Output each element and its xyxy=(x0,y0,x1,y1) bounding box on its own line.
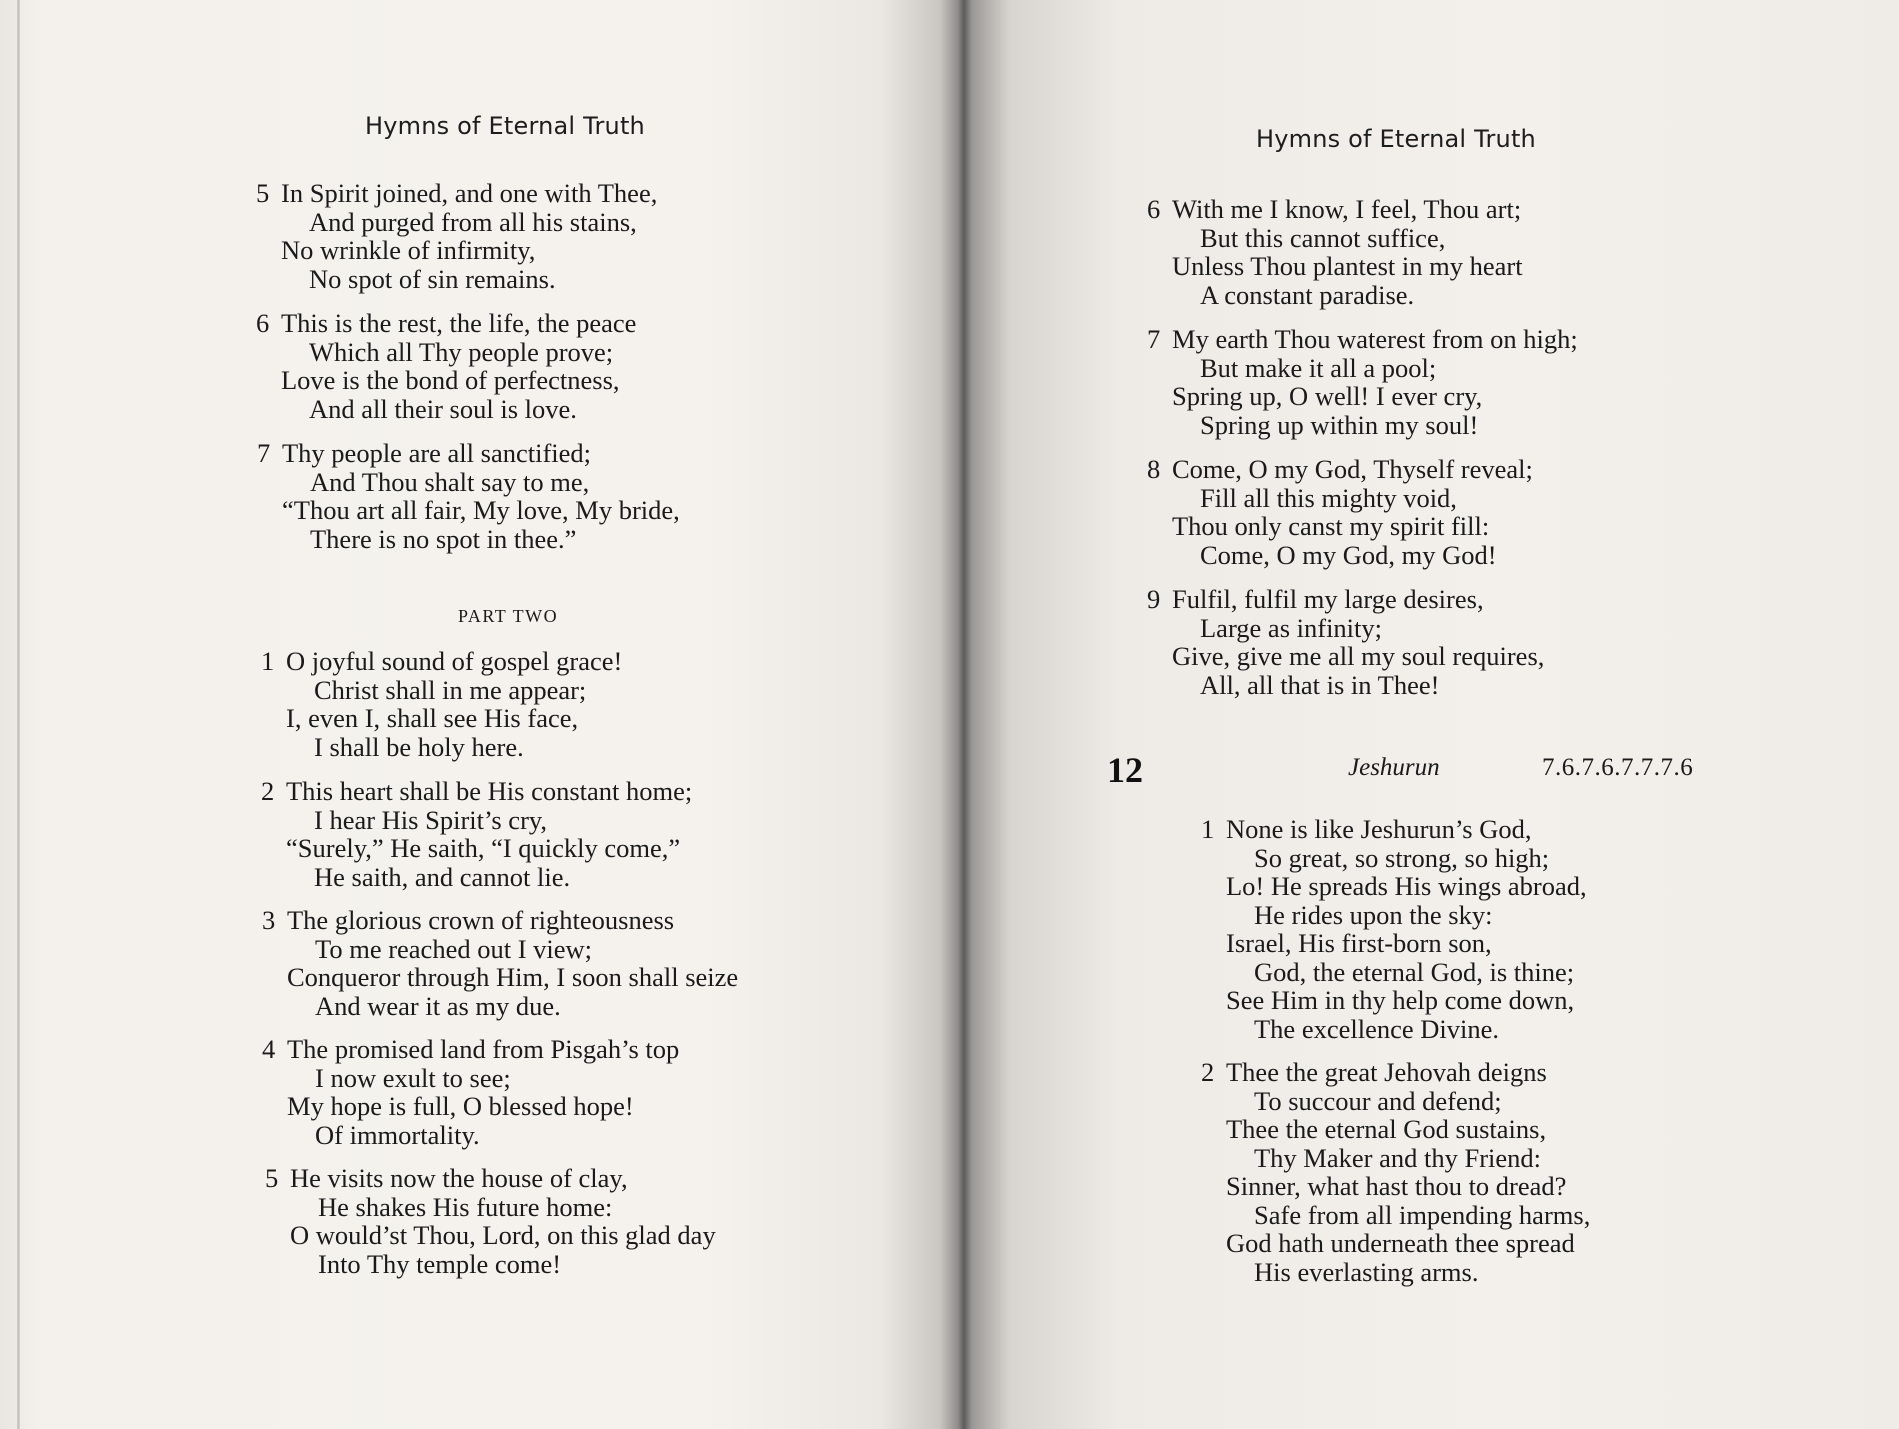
verse xyxy=(1201,1058,1590,1286)
verse-line: Sinner, what hast thou to dread? xyxy=(1226,1171,1567,1201)
verse-line: I shall be holy here. xyxy=(314,731,524,762)
verse-line: Fulfil, fulfil my large desires, xyxy=(1172,584,1484,614)
verse xyxy=(256,309,636,423)
verse-line: He rides upon the sky: xyxy=(1254,899,1493,930)
verse-number: 8 xyxy=(1147,454,1161,484)
verse-line: Come, O my God, Thyself reveal; xyxy=(1172,454,1533,484)
tune-name: Jeshurun xyxy=(1348,754,1440,781)
right-page xyxy=(965,0,1899,1429)
verse-line: His everlasting arms. xyxy=(1254,1256,1479,1287)
verse-line: No spot of sin remains. xyxy=(309,263,556,294)
verse-line: The excellence Divine. xyxy=(1254,1013,1499,1044)
verse-line: And purged from all his stains, xyxy=(309,206,637,237)
verse-line: Give, give me all my soul requires, xyxy=(1172,641,1545,671)
verse xyxy=(261,647,622,761)
verse-line: There is no spot in thee.” xyxy=(310,523,577,554)
verse-line: Love is the bond of perfectness, xyxy=(281,365,620,395)
verse-line: Spring up within my soul! xyxy=(1200,409,1479,440)
verse xyxy=(262,906,738,1020)
verse-line: Thee the eternal God sustains, xyxy=(1226,1114,1547,1144)
verse-line: Fill all this mighty void, xyxy=(1200,482,1457,513)
verse-line: He saith, and cannot lie. xyxy=(314,861,571,892)
verse-line: But make it all a pool; xyxy=(1200,352,1437,383)
verse-number: 4 xyxy=(262,1034,276,1064)
verse-number: 3 xyxy=(262,905,276,935)
verse-line: But this cannot suffice, xyxy=(1200,222,1446,253)
verse-line: This is the rest, the life, the peace xyxy=(281,308,637,338)
verse-line: No wrinkle of infirmity, xyxy=(281,235,536,265)
verse-line: God hath underneath thee spread xyxy=(1226,1228,1575,1258)
verse xyxy=(265,1164,716,1278)
verse-line: Christ shall in me appear; xyxy=(314,674,587,705)
verse-line: The glorious crown of righteousness xyxy=(287,905,675,935)
verse-line: To me reached out I view; xyxy=(315,933,593,964)
verse-number: 7 xyxy=(257,438,271,468)
verse-line: With me I know, I feel, Thou art; xyxy=(1172,194,1522,224)
verse-line: This heart shall be His constant home; xyxy=(286,776,693,806)
verse-line: I, even I, shall see His face, xyxy=(286,703,579,733)
verse-line: Large as infinity; xyxy=(1200,612,1383,643)
verse xyxy=(262,1035,679,1149)
verse-line: Thee the great Jehovah deigns xyxy=(1226,1057,1547,1087)
verse-line: O would’st Thou, Lord, on this glad day xyxy=(290,1220,716,1250)
verse-line: In Spirit joined, and one with Thee, xyxy=(281,178,658,208)
verse-line: Of immortality. xyxy=(315,1119,480,1150)
verse-line: Spring up, O well! I ever cry, xyxy=(1172,381,1483,411)
verse xyxy=(1147,325,1578,439)
verse-number: 5 xyxy=(265,1163,279,1193)
verse-line: Thou only canst my spirit fill: xyxy=(1172,511,1490,541)
verse-number: 7 xyxy=(1147,324,1161,354)
verse-number: 2 xyxy=(1201,1057,1215,1087)
verse-line: Unless Thou plantest in my heart xyxy=(1172,251,1523,281)
verse-line: To succour and defend; xyxy=(1254,1085,1502,1116)
verse-line: All, all that is in Thee! xyxy=(1200,669,1440,700)
verse-line: Into Thy temple come! xyxy=(318,1248,562,1279)
verse xyxy=(261,777,692,891)
verse xyxy=(257,439,680,553)
verse xyxy=(1147,585,1544,699)
verse-line: Thy people are all sanctified; xyxy=(282,438,592,468)
verse-number: 9 xyxy=(1147,584,1161,614)
verse-line: See Him in thy help come down, xyxy=(1226,985,1575,1015)
verse-line: Which all Thy people prove; xyxy=(309,336,614,367)
verse-line: And wear it as my due. xyxy=(315,990,561,1021)
running-head: Hymns of Eternal Truth xyxy=(1256,125,1536,153)
hymn-number: 12 xyxy=(1107,750,1143,790)
verse-number: 6 xyxy=(256,308,270,338)
verse-line: God, the eternal God, is thine; xyxy=(1254,956,1575,987)
verse-line: I now exult to see; xyxy=(315,1062,511,1093)
verse-line: He shakes His future home: xyxy=(318,1191,613,1222)
verse-line: Safe from all impending harms, xyxy=(1254,1199,1591,1230)
verse-line: Lo! He spreads His wings abroad, xyxy=(1226,871,1587,901)
verse-line: So great, so strong, so high; xyxy=(1254,842,1550,873)
verse-line: “Thou art all fair, My love, My bride, xyxy=(282,495,680,525)
verse-number: 6 xyxy=(1147,194,1161,224)
verse-line: O joyful sound of gospel grace! xyxy=(286,646,623,676)
meter: 7.6.7.6.7.7.7.6 xyxy=(1542,754,1694,781)
verse-number: 1 xyxy=(1201,814,1215,844)
verse-line: My earth Thou waterest from on high; xyxy=(1172,324,1578,354)
verse-line: He visits now the house of clay, xyxy=(290,1163,628,1193)
verse-line: And all their soul is love. xyxy=(309,393,577,424)
verse-line: My hope is full, O blessed hope! xyxy=(287,1091,634,1121)
verse-line: Israel, His first-born son, xyxy=(1226,928,1492,958)
verse-line: A constant paradise. xyxy=(1200,279,1415,310)
verse-line: I hear His Spirit’s cry, xyxy=(314,804,548,835)
verse xyxy=(1201,815,1587,1043)
verse xyxy=(1147,455,1533,569)
verse-line: None is like Jeshurun’s God, xyxy=(1226,814,1532,844)
verse xyxy=(256,179,657,293)
verse-number: 5 xyxy=(256,178,270,208)
verse-number: 1 xyxy=(261,646,275,676)
verse xyxy=(1147,195,1523,309)
verse-number: 2 xyxy=(261,776,275,806)
verse-line: Conqueror through Him, I soon shall seize xyxy=(287,962,739,992)
verse-line: Come, O my God, my God! xyxy=(1200,539,1497,570)
verse-line: The promised land from Pisgah’s top xyxy=(287,1034,680,1064)
verse-line: “Surely,” He saith, “I quickly come,” xyxy=(286,833,681,863)
part-heading: PART TWO xyxy=(458,606,559,626)
verse-line: And Thou shalt say to me, xyxy=(310,466,590,497)
verse-line: Thy Maker and thy Friend: xyxy=(1254,1142,1542,1173)
running-head: Hymns of Eternal Truth xyxy=(365,112,645,140)
